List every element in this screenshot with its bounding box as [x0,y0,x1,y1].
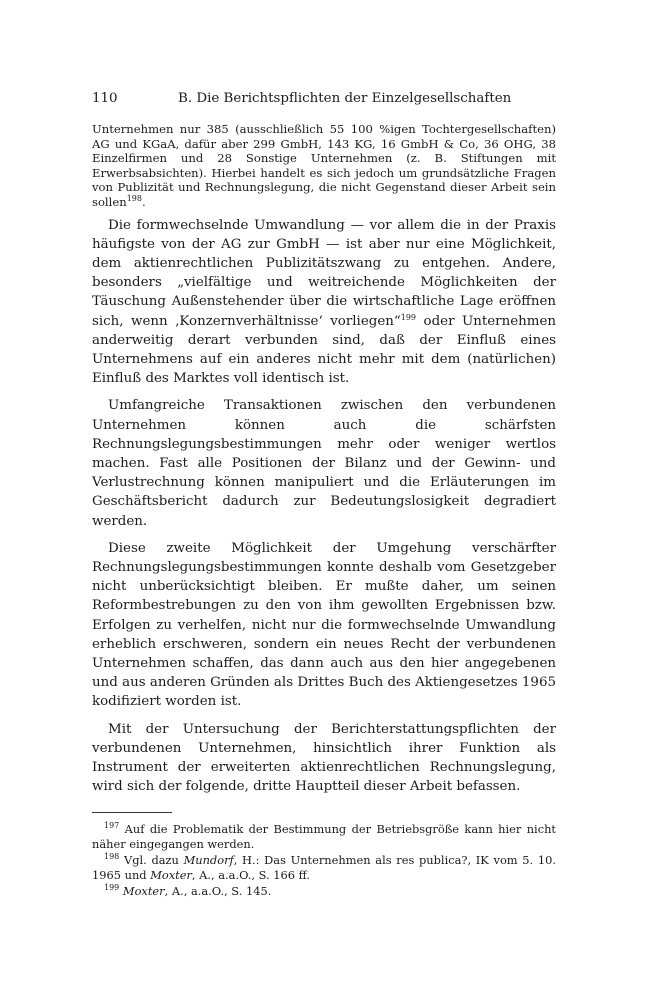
page-number: 110 [92,91,118,106]
continued-paragraph [92,122,556,210]
footnotes [92,822,556,901]
paragraph-umwandlung-text: Die formwechselnde Umwandlung — vor allem die in der Praxis häufigste von der AG zur GmbH — ist aber nur eine Möglichkeit, dem aktienrechtlichen Publizitätszwang zu entgehen. Andere, besonders „vielfältige und weitreichende Möglichkeiten der Täuschung Außenstehender über die wirtschaftliche Lage eröffnen sich, wenn ‚Konzernverhältnisse‘ vorliegen“ [92,217,556,329]
footnote-199 [92,884,556,899]
footnote-198-author-moxter: Moxter [150,867,192,882]
paragraph-umwandlung [92,216,556,389]
footnote-198-part-c: , A., a.a.O., S. 166 ff. [191,867,310,882]
continued-paragraph-end: . [141,194,146,209]
footnote-ref-198: 198 [126,193,142,203]
paragraph-transaktionen: Umfangreiche Transaktionen zwischen den verbundenen Unternehmen können auch die schärfsten Rechnungslegungsbestimmungen mehr oder weniger wertlos machen. Fast alle Positionen der Bilanz und der Gewinn- und Verlustrechnung können manipuliert und die Erläuterungen im Geschäftsbericht dadurch zur Bedeutungslosigkeit degradiert werden. [92,398,556,529]
footnote-198-author-mundorf: Mundorf [183,853,234,868]
footnote-divider [92,812,172,813]
running-header [92,91,562,109]
footnote-197-text: Auf die Problematik der Bestimmung der Betriebsgröße kann hier nicht näher eingegangen werden. [92,822,556,851]
main-text [92,122,556,804]
continued-paragraph-text: Unternehmen nur 385 (ausschließlich 55 100 %igen Tochtergesellschaften) AG und KGaA, dafür aber 299 GmbH, 143 KG, 16 GmbH & Co, 36 OHG, 38 Einzelfirmen und 28 Sonstige Unternehmen (z. B. Stiftungen mit Erwerbsabsichten). Hierbei handelt es sich jedoch um grundsätzliche Fragen von Publizität und Rechnungslegung, die nicht Gegenstand dieser Arbeit sein sollen [92,122,556,209]
footnote-number-197: 197 [104,821,120,830]
paragraph-hauptteil: Mit der Untersuchung der Berichterstattungspflichten der verbundenen Unternehmen, hinsichtlich ihrer Funktion als Instrument der erweiterten aktienrechtlichen Rechnungslegung, wird sich der folgende, dritte Hauptteil dieser Arbeit befassen. [92,721,556,795]
footnote-197 [92,822,556,851]
footnote-199-text: , A., a.a.O., S. 145. [164,884,272,899]
footnote-number-198: 198 [104,852,120,862]
footnote-198-part-a: Vgl. dazu [119,853,184,868]
footnote-number-199: 199 [104,883,120,893]
footnote-199-author-moxter: Moxter [122,884,165,899]
footnote-198-part-b: , H.: Das Unternehmen als res publica?, IK vom 5. 10. 1965 und [92,853,556,882]
running-title: B. Die Berichtspflichten der Einzelgesellschaften [178,91,512,106]
paragraph-umwandlung-rest: oder Unternehmen anderweitig derart verbunden sind, daß der Einfluß eines Unternehmens auf ein anderes nicht mehr mit dem (natürlichen) Einfluß des Marktes voll identisch ist. [92,313,556,387]
paragraph-umgehung: Diese zweite Möglichkeit der Umgehung verschärfter Rechnungslegungsbestimmungen konnte deshalb vom Gesetzgeber nicht unberücksichtigt bleiben. Er mußte daher, um seinen Reformbestrebungen zu den von ihm gewollten Ergebnissen bzw. Erfolgen zu verhelfen, nicht nur die formwechselnde Umwandlung erheblich erschweren, sondern ein neues Recht der verbundenen Unternehmen schaffen, das dann auch aus den hier angegebenen und aus anderen Gründen als Drittes Buch des Aktiengesetzes 1965 kodifiziert worden ist. [92,540,556,710]
footnote-198 [92,853,556,882]
footnote-ref-199: 199 [400,312,417,322]
